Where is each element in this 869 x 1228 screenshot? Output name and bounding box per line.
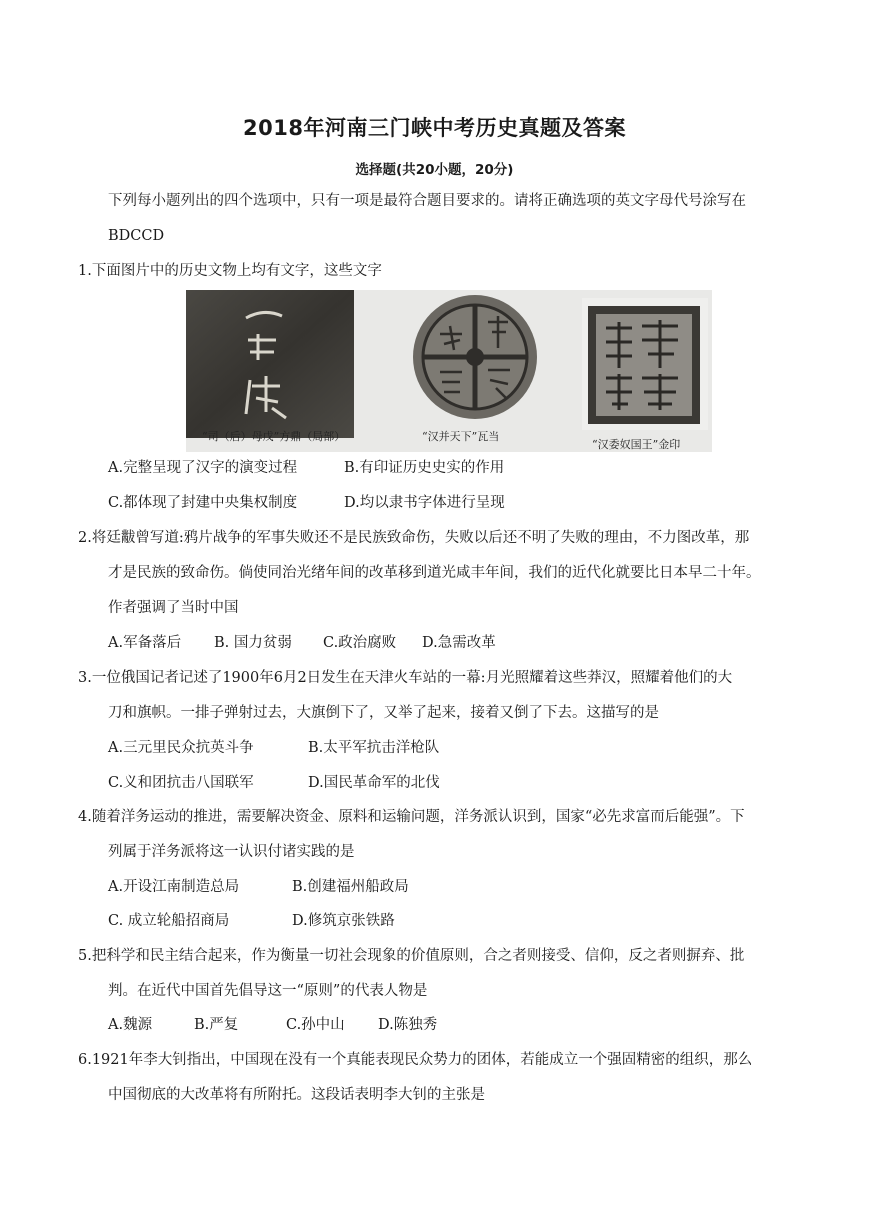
question-3-stem-line-2: 刀和旗帜。一排子弹射过去，大旗倒下了，又举了起来，接着又倒了下去。这描写的是 bbox=[108, 705, 659, 721]
figure-caption-3: “汉委奴国王”金印 bbox=[592, 438, 681, 451]
instructions-text: 下列每小题列出的四个选项中，只有一项是最符合题目要求的。请将正确选项的英文字母代号涂写在 bbox=[108, 193, 746, 209]
figure-caption-2: “汉并天下”瓦当 bbox=[422, 430, 500, 443]
question-3-option-d: D.国民革命军的北伐 bbox=[308, 775, 440, 791]
tile-end-image bbox=[410, 292, 540, 422]
answer-key: BDCCD bbox=[108, 228, 165, 244]
question-1-stem: 1.下面图片中的历史文物上均有文字，这些文字 bbox=[78, 263, 382, 279]
question-3-stem-line-1: 3.一位俄国记者记述了1900年6月2日发生在天津火车站的一幕:月光照耀着这些莽汉，照耀着他们的大 bbox=[78, 670, 733, 686]
question-1-option-b: B.有印证历史史实的作用 bbox=[344, 460, 505, 476]
question-5-stem-line-2: 判。在近代中国首先倡导这一“原则”的代表人物是 bbox=[108, 983, 428, 999]
question-2-stem-line-3: 作者强调了当时中国 bbox=[108, 600, 239, 616]
question-4-option-d: D.修筑京张铁路 bbox=[292, 913, 395, 929]
section-heading: 选择题(共20小题，20分) bbox=[355, 162, 514, 178]
question-5-option-d: D.陈独秀 bbox=[378, 1017, 438, 1033]
question-2-stem-line-1: 2.将廷黻曾写道:鸦片战争的军事失败还不是民族致命伤，失败以后还不明了失败的理由，不力图改革，那 bbox=[78, 530, 750, 546]
gold-seal-image bbox=[582, 298, 708, 430]
question-3-option-c: C.义和团抗击八国联军 bbox=[108, 775, 254, 791]
ding-inscription-image bbox=[186, 290, 354, 438]
question-6-stem-line-2: 中国彻底的大改革将有所附托。这段话表明李大钊的主张是 bbox=[108, 1087, 485, 1103]
question-4-stem-line-1: 4.随着洋务运动的推进，需要解决资金、原料和运输问题，洋务派认识到，国家“必先求富而后能强”。下 bbox=[78, 809, 745, 825]
question-6-stem-line-1: 6.1921年李大钊指出，中国现在没有一个真能表现民众势力的团体，若能成立一个强固精密的组织，那么 bbox=[78, 1052, 753, 1068]
question-4-option-a: A.开设江南制造总局 bbox=[108, 879, 240, 895]
question-5-option-c: C.孙中山 bbox=[286, 1017, 345, 1033]
question-1-option-c: C.都体现了封建中央集权制度 bbox=[108, 495, 298, 511]
question-3-option-b: B.太平军抗击洋枪队 bbox=[308, 740, 440, 756]
figure-caption-1: “司（后）母戊”方鼎（局部） bbox=[202, 430, 346, 443]
question-1-option-a: A.完整呈现了汉字的演变过程 bbox=[108, 460, 298, 476]
question-2-option-b: B. 国力贫弱 bbox=[214, 635, 292, 651]
question-2-stem-line-2: 才是民族的致命伤。倘使同治光绪年间的改革移到道光咸丰年间，我们的近代化就要比日本早二十年。 bbox=[108, 565, 761, 581]
page-title: 2018年河南三门峡中考历史真题及答案 bbox=[243, 116, 626, 140]
question-4-option-c: C. 成立轮船招商局 bbox=[108, 913, 230, 929]
question-2-option-c: C.政治腐败 bbox=[323, 635, 397, 651]
question-3-option-a: A.三元里民众抗英斗争 bbox=[108, 740, 254, 756]
question-1-figure bbox=[186, 290, 712, 452]
question-2-option-a: A.军备落后 bbox=[108, 635, 182, 651]
question-1-option-d: D.均以隶书字体进行呈现 bbox=[344, 495, 505, 511]
question-5-option-a: A.魏源 bbox=[108, 1017, 153, 1033]
question-5-stem-line-1: 5.把科学和民主结合起来，作为衡量一切社会现象的价值原则，合之者则接受、信仰，反之者则摒弃、批 bbox=[78, 948, 745, 964]
question-5-option-b: B.严复 bbox=[194, 1017, 239, 1033]
question-4-stem-line-2: 列属于洋务派将这一认识付诸实践的是 bbox=[108, 844, 355, 860]
question-2-option-d: D.急需改革 bbox=[422, 635, 496, 651]
question-4-option-b: B.创建福州船政局 bbox=[292, 879, 409, 895]
